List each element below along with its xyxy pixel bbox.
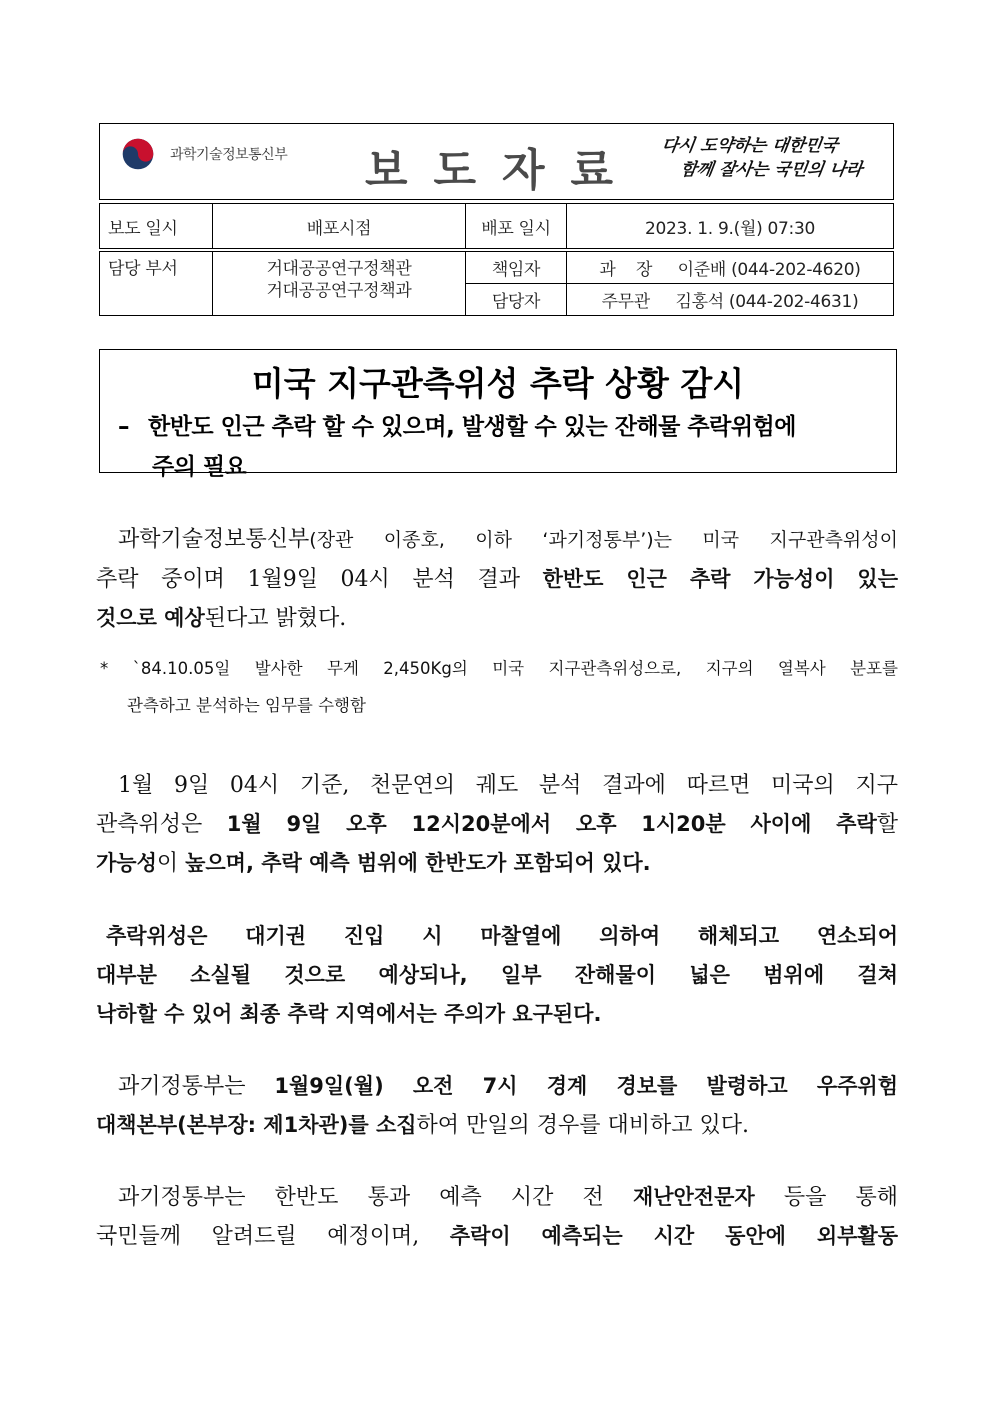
p2-line-2-end: 할 <box>876 812 898 837</box>
release-info-table <box>99 203 894 316</box>
press-release-title: 보도자료 <box>365 145 640 196</box>
p4-line-1-text: 과기정통부는 <box>118 1074 275 1099</box>
p5-line-1-text: 과기정통부는 한반도 통과 예측 시간 전 <box>118 1185 633 1210</box>
manager-label: 책임자 <box>466 252 567 284</box>
p2-line-2-text: 관측위성은 <box>96 812 227 837</box>
release-date-label: 보도 일시 <box>100 204 213 249</box>
release-date-value: 배포시점 <box>213 204 466 249</box>
headline-title: 미국 지구관측위성 추락 상황 감시 <box>251 364 745 403</box>
p4-line-2-bold: 대책본부(본부장: 제1차관)를 소집 <box>96 1113 417 1137</box>
government-logo-icon <box>120 136 156 172</box>
p5-line-1 <box>96 1178 898 1217</box>
government-slogan <box>657 134 884 182</box>
p5-line-2-bold: 추락이 예측되는 시간 동안에 외부활동 <box>449 1224 898 1248</box>
press-release-header <box>99 123 894 200</box>
p3-line-2: 대부분 소실될 것으로 예상되나, 일부 잔해물이 넓은 범위에 걸쳐 <box>96 963 898 987</box>
distribution-date-value: 2023. 1. 9.(월) 07:30 <box>567 204 894 249</box>
p1-line-2-text: 추락 중이며 1월9일 04시 분석 결과 <box>96 567 543 592</box>
ministry-name: 과학기술정보통신부 <box>170 147 288 163</box>
slogan-line-2: 함께 잘사는 국민의 나라 <box>678 160 864 180</box>
subtitle-line-2: 주의 필요 <box>152 454 247 480</box>
p1-line-3 <box>96 599 898 638</box>
distribution-date-label: 배포 일시 <box>466 204 567 249</box>
paragraph-1 <box>96 520 898 638</box>
department-division: 거대공공연구정책과 <box>266 281 412 301</box>
release-row <box>100 204 894 249</box>
p1-line-3-text: 된다고 밝혔다. <box>204 606 347 631</box>
p1-line-3-bold: 것으로 예상 <box>96 606 205 630</box>
p1-line-1 <box>96 520 898 560</box>
p2-line-2 <box>96 805 898 844</box>
paragraph-3 <box>96 917 898 1034</box>
p4-line-2 <box>96 1106 898 1145</box>
subtitle-dash: – <box>118 414 129 440</box>
p1-line-2 <box>96 560 898 599</box>
p2-line-1: 1월 9일 04시 기준, 천문연의 궤도 분석 결과에 따르면 미국의 지구 <box>118 773 898 798</box>
p3-line-3: 낙하할 수 있어 최종 추락 지역에서는 주의가 요구된다. <box>96 1002 602 1026</box>
footnote-line-2: 관측하고 분석하는 임무를 수행함 <box>127 696 366 715</box>
subtitle-line-1: 한반도 인근 추락 할 수 있으며, 발생할 수 있는 잔해물 추락위험에 <box>148 414 796 440</box>
paragraph-4 <box>96 1067 898 1145</box>
headline-subtitle <box>118 407 896 487</box>
footnote <box>100 650 898 724</box>
paragraph-2 <box>96 766 898 883</box>
p3-line-1: 추락위성은 대기권 진입 시 마찰열에 의하여 해체되고 연소되어 <box>106 924 898 948</box>
p2-line-3-text: 이 <box>156 851 186 876</box>
department-value <box>213 252 466 316</box>
p5-line-2 <box>96 1217 898 1256</box>
p4-line-1 <box>96 1067 898 1106</box>
p2-line-3 <box>96 844 898 883</box>
p5-line-1-bold: 재난안전문자 <box>632 1185 755 1209</box>
p2-line-3-bold-2: 높으며, 추락 예측 범위에 한반도가 포함되어 있다. <box>185 851 651 875</box>
paragraph-5 <box>96 1178 898 1256</box>
p4-line-2-text: 하여 만일의 경우를 대비하고 있다. <box>416 1113 750 1138</box>
p2-line-2-bold: 1월 9일 오후 12시20분에서 오후 1시20분 사이에 추락 <box>226 812 877 836</box>
department-label: 담당 부서 <box>100 252 213 316</box>
manager-contact: 과 장 이준배 (044-202-4620) <box>567 252 894 284</box>
p5-line-2-text: 국민들께 알려드릴 예정이며, <box>96 1224 450 1249</box>
manager-row <box>100 252 894 284</box>
p2-line-3-bold: 가능성 <box>96 851 157 875</box>
staff-contact: 주무관 김홍석 (044-202-4631) <box>567 284 894 316</box>
p1-line-2-bold: 한반도 인근 추락 가능성이 있는 <box>542 567 898 591</box>
p5-line-1-end: 등을 통해 <box>754 1185 898 1210</box>
headline-box <box>99 349 897 480</box>
slogan-line-1: 다시 도약하는 대한민국 <box>660 136 840 156</box>
staff-label: 담당자 <box>466 284 567 316</box>
footnote-line-1: * `84.10.05일 발사한 무게 2,450Kg의 미국 지구관측위성으로, 지구의 열복사 분포를 <box>100 659 898 678</box>
p4-line-1-bold: 1월9일(월) 오전 7시 경계 경보를 발령하고 우주위험 <box>274 1074 898 1098</box>
p1-ministry: 과학기술정보통신부 <box>118 527 310 552</box>
p1-line-1-rest: (장관 이종호, 이하 ‘과기정통부’)는 미국 지구관측위성이 <box>309 529 898 551</box>
department-bureau: 거대공공연구정책관 <box>266 259 412 279</box>
